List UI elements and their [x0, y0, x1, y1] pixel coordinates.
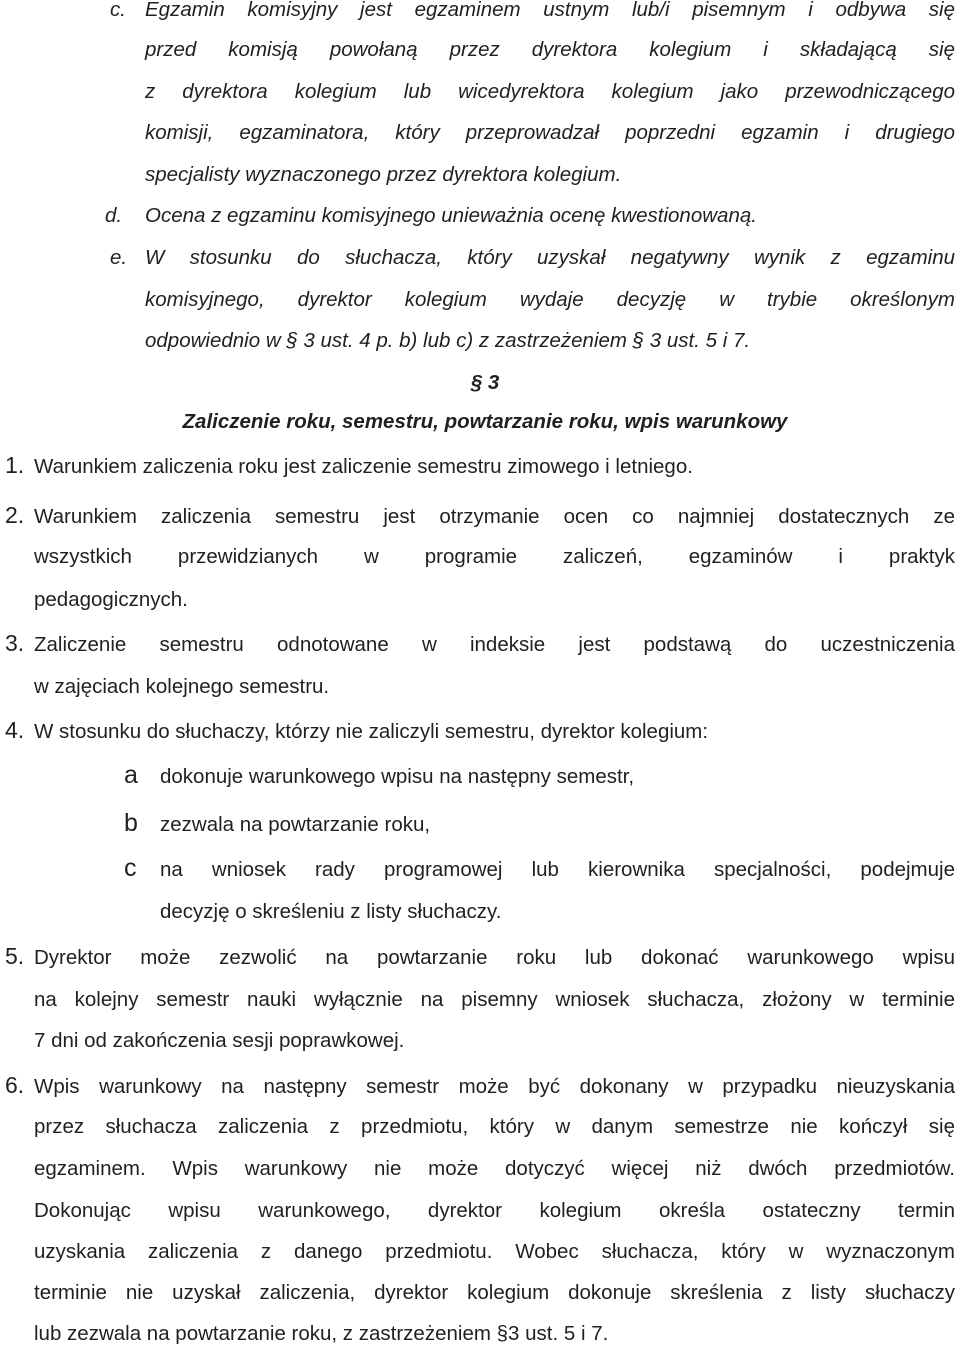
sub-item-c-line-2: decyzję o skreśleniu z listy słuchaczy.	[160, 900, 502, 923]
item-d-line-1: Ocena z egzaminu komisyjnego unieważnia ocenę kwestionowaną.	[145, 204, 757, 227]
point-number-4: 4.	[5, 717, 25, 743]
sub-item-letter-b: b	[124, 809, 138, 837]
point-6-line-3: egzaminem. Wpis warunkowy nie może dotyczyć więcej niż dwóch przedmiotów.	[34, 1157, 955, 1180]
point-6-line-1: Wpis warunkowy na następny semestr może być dokonany w przypadku nieuzyskania	[34, 1075, 955, 1098]
point-number-1: 1.	[5, 452, 25, 478]
point-5-line-2: na kolejny semestr nauki wyłącznie na pisemny wniosek słuchacza, złożony w terminie	[34, 988, 955, 1011]
point-number-5: 5.	[5, 943, 25, 969]
item-c-line-4: komisji, egzaminatora, który przeprowadzał poprzedni egzamin i drugiego	[145, 121, 955, 144]
point-6-line-2: przez słuchacza zaliczenia z przedmiotu, który w danym semestrze nie kończył się	[34, 1115, 955, 1138]
sub-item-letter-a: a	[124, 761, 138, 789]
point-6-line-6: terminie nie uzyskał zaliczenia, dyrektor kolegium dokonuje skreślenia z listy słuchaczy	[34, 1281, 955, 1304]
item-c-line-1: Egzamin komisyjny jest egzaminem ustnym lub/i pisemnym i odbywa się	[145, 0, 955, 21]
item-e-line-1: W stosunku do słuchacza, który uzyskał negatywny wynik z egzaminu	[145, 246, 955, 269]
sub-item-b-line-1: zezwala na powtarzanie roku,	[160, 813, 431, 836]
point-number-3: 3.	[5, 630, 25, 656]
point-1-line-1: Warunkiem zaliczenia roku jest zaliczenie semestru zimowego i letniego.	[34, 455, 693, 478]
point-number-2: 2.	[5, 502, 25, 528]
section-title: Zaliczenie roku, semestru, powtarzanie roku, wpis warunkowy	[182, 410, 788, 433]
point-6-line-4: Dokonując wpisu warunkowego, dyrektor kolegium określa ostateczny termin	[34, 1199, 955, 1222]
item-c-line-3: z dyrektora kolegium lub wicedyrektora kolegium jako przewodniczącego	[145, 80, 955, 103]
item-e-line-3: odpowiednio w § 3 ust. 4 p. b) lub c) z zastrzeżeniem § 3 ust. 5 i 7.	[145, 329, 751, 352]
point-4-line-1: W stosunku do słuchaczy, którzy nie zaliczyli semestru, dyrektor kolegium:	[34, 720, 709, 743]
point-6-line-7: lub zezwala na powtarzanie roku, z zastrzeżeniem §3 ust. 5 i 7.	[34, 1322, 609, 1345]
point-6-line-5: uzyskania zaliczenia z danego przedmiotu. Wobec słuchacza, który w wyznaczonym	[34, 1240, 955, 1263]
point-5-line-3: 7 dni od zakończenia sesji poprawkowej.	[34, 1029, 405, 1052]
point-2-line-3: pedagogicznych.	[34, 588, 188, 611]
item-c-line-2: przed komisją powołaną przez dyrektora kolegium i składającą się	[145, 38, 955, 61]
list-marker-c: c.	[110, 0, 126, 21]
point-3-line-2: w zajęciach kolejnego semestru.	[34, 675, 330, 698]
item-e-line-2: komisyjnego, dyrektor kolegium wydaje decyzję w trybie określonym	[145, 288, 955, 311]
point-2-line-2: wszystkich przewidzianych w programie zaliczeń, egzaminów i praktyk	[34, 545, 955, 568]
point-5-line-1: Dyrektor może zezwolić na powtarzanie roku lub dokonać warunkowego wpisu	[34, 946, 955, 969]
list-marker-d: d.	[105, 204, 123, 227]
point-2-line-1: Warunkiem zaliczenia semestru jest otrzymanie ocen co najmniej dostatecznych ze	[34, 505, 955, 528]
sub-item-letter-c: c	[124, 854, 137, 882]
section-number: § 3	[470, 371, 500, 394]
point-number-6: 6.	[5, 1072, 25, 1098]
item-c-line-5: specjalisty wyznaczonego przez dyrektora kolegium.	[145, 163, 622, 186]
point-3-line-1: Zaliczenie semestru odnotowane w indeksie jest podstawą do uczestniczenia	[34, 633, 955, 656]
sub-item-c-line-1: na wniosek rady programowej lub kierownika specjalności, podejmuje	[160, 858, 955, 881]
list-marker-e: e.	[110, 246, 128, 269]
sub-item-a-line-1: dokonuje warunkowego wpisu na następny semestr,	[160, 765, 635, 788]
